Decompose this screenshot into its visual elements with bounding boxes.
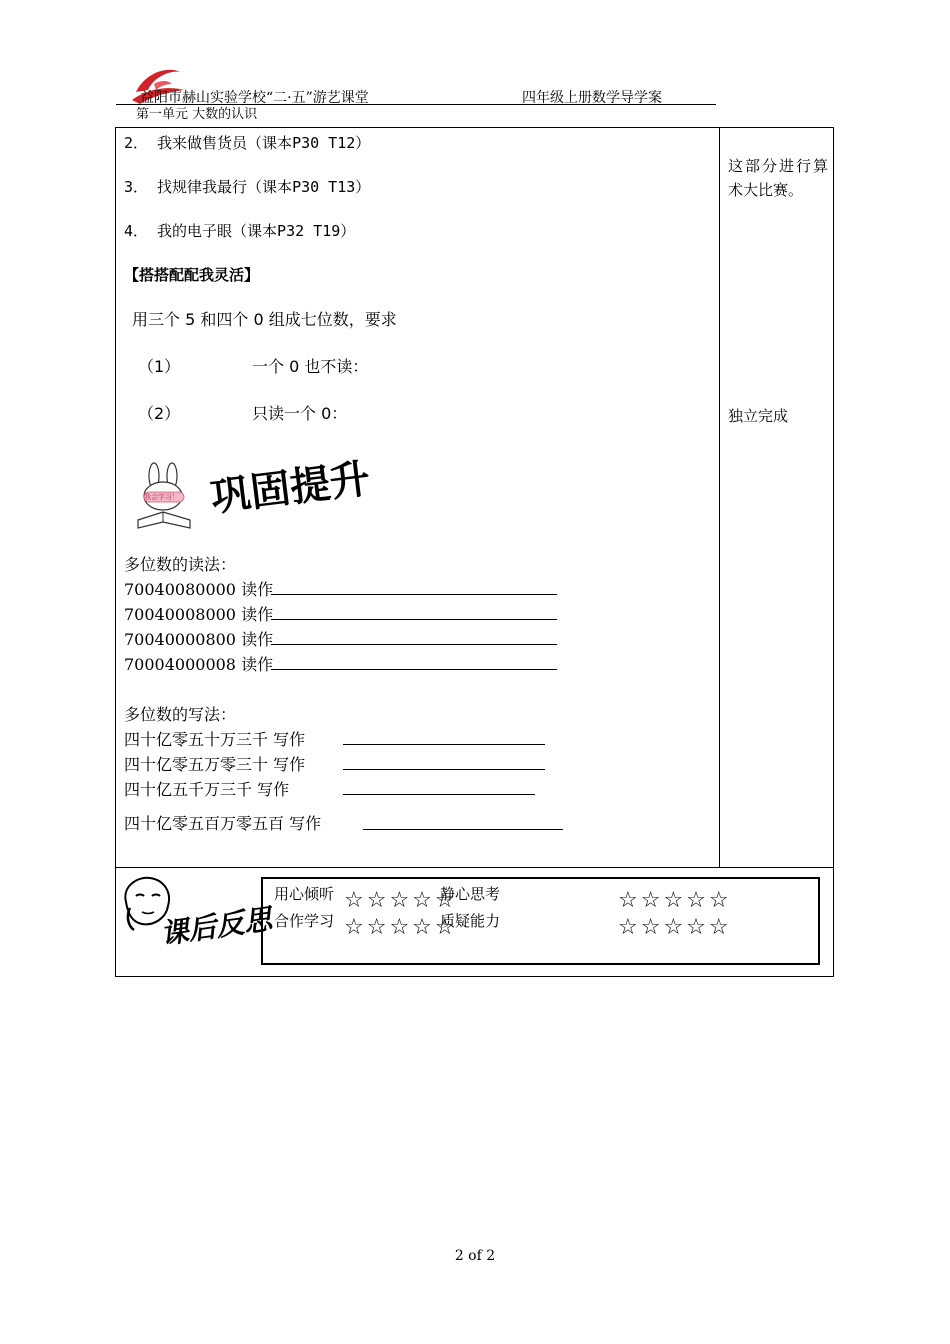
header-course-title: 四年级上册数学导学案 — [522, 90, 662, 106]
writing-line-4: 四十亿零五百万零五百 写作 — [124, 814, 322, 833]
header-school-title: 益阳市赫山实验学校“二·五”游艺课堂 — [140, 90, 369, 106]
sub-question-1-text: 一个 0 也不读： — [252, 357, 369, 376]
section-title: 【搭搭配配我灵活】 — [124, 266, 260, 284]
reading-line-2: 70040008000 读作 — [124, 605, 274, 624]
eval-label-cooperation: 合作学习 — [274, 912, 335, 930]
writing-line-2: 四十亿零五万零三十 写作 — [124, 755, 306, 774]
eval-label-listening: 用心倾听 — [274, 885, 335, 903]
exercise-item-4: 4． 我的电子眼（课本P32 T19） — [124, 222, 356, 240]
writing-title: 多位数的写法： — [124, 705, 237, 724]
task-statement: 用三个 5 和四个 0 组成七位数，要求 — [132, 310, 397, 329]
reading-blank-1[interactable] — [271, 594, 557, 595]
stars-listening[interactable]: ☆☆☆☆☆ — [344, 888, 458, 913]
reading-title: 多位数的读法： — [124, 555, 237, 574]
side-note-independent: 独立完成 — [728, 407, 789, 425]
consolidate-title: 巩固提升 — [208, 455, 373, 522]
stars-thinking[interactable]: ☆☆☆☆☆ — [618, 888, 732, 913]
stars-cooperation[interactable]: ☆☆☆☆☆ — [344, 915, 458, 940]
reading-line-3: 70040000800 读作 — [124, 630, 274, 649]
reading-line-1: 70040080000 读作 — [124, 580, 274, 599]
reading-blank-2[interactable] — [271, 619, 557, 620]
sub-question-2-text: 只读一个 0： — [252, 404, 348, 423]
reading-blank-3[interactable] — [271, 644, 557, 645]
stars-questioning[interactable]: ☆☆☆☆☆ — [618, 915, 732, 940]
mascot-badge-text: 我会学习！ — [144, 493, 179, 501]
exercise-item-2: 2． 我来做售货员（课本P30 T12） — [124, 134, 371, 152]
header-unit-title: 第一单元 大数的认识 — [136, 107, 258, 122]
writing-blank-4[interactable] — [363, 829, 563, 830]
writing-blank-1[interactable] — [343, 744, 545, 745]
writing-blank-2[interactable] — [343, 769, 545, 770]
writing-blank-3[interactable] — [343, 794, 535, 795]
eval-label-questioning: 质疑能力 — [440, 912, 501, 930]
eval-label-thinking: 静心思考 — [440, 885, 501, 903]
reading-blank-4[interactable] — [271, 669, 557, 670]
table-row-divider — [115, 867, 834, 868]
writing-line-3: 四十亿五千万三千 写作 — [124, 780, 290, 799]
sub-question-2-number: （2） — [138, 404, 181, 423]
page-number: 2 of 2 — [454, 1248, 496, 1264]
exercise-item-3: 3． 找规律我最行（课本P30 T13） — [124, 178, 371, 196]
table-column-divider — [719, 127, 720, 868]
side-note-competition: 这部分进行算术大比赛。 — [728, 157, 828, 199]
writing-line-1: 四十亿零五十万三千 写作 — [124, 730, 306, 749]
reading-line-4: 70004000008 读作 — [124, 655, 274, 674]
reflection-title: 课后反思 — [158, 902, 274, 951]
sub-question-1-number: （1） — [138, 357, 181, 376]
